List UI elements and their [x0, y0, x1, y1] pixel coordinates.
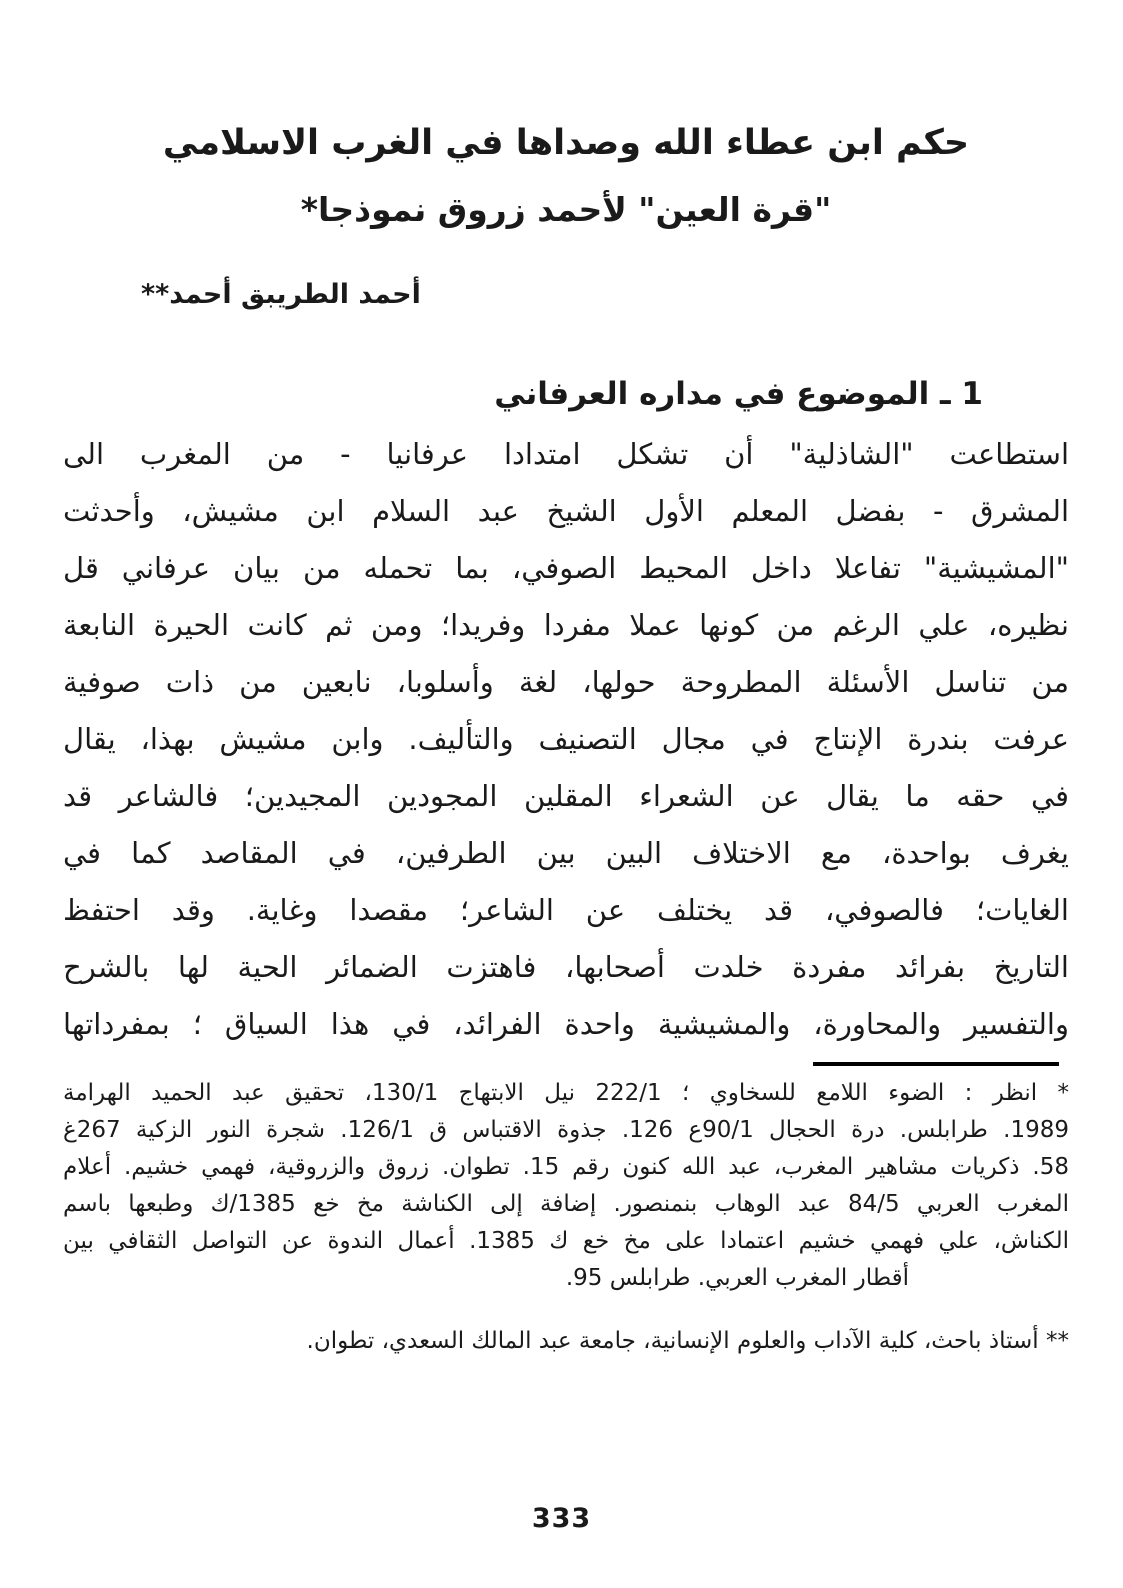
footnote-secondary: ** أستاذ باحث، كلية الآداب والعلوم الإنسانية، جامعة عبد المالك السعدي، تطوان. — [306, 1327, 1069, 1354]
text-line: المغرب العربي 84/5 عبد الوهاب بنمنصور. إضافة إلى الكناشة مخ خع 1385/ك وطبعها باسم — [63, 1190, 1070, 1217]
footnote-primary — [63, 1075, 1069, 1260]
author-name: أحمد الطريبق أحمد** — [141, 278, 421, 310]
text-line: يغرف بواحدة، مع الاختلاف البين بين الطرفين، في المقاصد كما في — [63, 835, 1069, 870]
body-paragraph — [63, 426, 1069, 1053]
footnote-primary-last-line: أقطار المغرب العربي. طرابلس 95. — [565, 1264, 909, 1291]
text-line: من تناسل الأسئلة المطروحة حولها، لغة وأسلوبا، نابعين من ذات صوفية — [63, 664, 1069, 699]
footnote-separator-rule — [813, 1062, 1059, 1066]
text-line: في حقه ما يقال عن الشعراء المقلين المجودين المجيدين؛ فالشاعر قد — [63, 778, 1069, 813]
text-line: "المشيشية" تفاعلا داخل المحيط الصوفي، بما تحمله من بيان عرفاني قل — [63, 550, 1069, 585]
text-line: استطاعت "الشاذلية" أن تشكل امتدادا عرفانيا - من المغرب الى — [63, 436, 1069, 471]
text-line: والتفسير والمحاورة، والمشيشية واحدة الفرائد، في هذا السياق ؛ بمفرداتها — [63, 1006, 1069, 1041]
article-title — [63, 118, 1069, 233]
text-line: نظيره، علي الرغم من كونها عملا مفردا وفريدا؛ ومن ثم كانت الحيرة النابعة — [63, 607, 1069, 642]
page-number: 333 — [531, 1503, 592, 1534]
text-line: 58. ذكريات مشاهير المغرب، عبد الله كنون رقم 15. تطوان. زروق والزروقية، فهمي خشيم. أعلام — [63, 1153, 1070, 1180]
article-title-line1: حكم ابن عطاء الله وصداها في الغرب الاسلامي — [162, 123, 970, 163]
text-line: عرفت بندرة الإنتاج في مجال التصنيف والتأليف. وابن مشيش بهذا، يقال — [63, 721, 1069, 756]
section-heading: 1 ـ الموضوع في مداره العرفاني — [494, 375, 983, 412]
text-line: 1989. طرابلس. درة الحجال 90/1ع 126. جذوة الاقتباس ق 126/1. شجرة النور الزكية 267غ — [63, 1116, 1069, 1143]
text-line: الغايات؛ فالصوفي، قد يختلف عن الشاعر؛ مقصدا وغاية. وقد احتفظ — [63, 892, 1069, 927]
text-line: الكناش، علي فهمي خشيم اعتمادا على مخ خع ك 1385. أعمال الندوة عن التواصل الثقافي بين — [63, 1227, 1069, 1254]
article-title-line2: "قرة العين" لأحمد زروق نموذجا* — [300, 189, 832, 229]
text-line: التاريخ بفرائد مفردة خلدت أصحابها، فاهتزت الضمائر الحية لها بالشرح — [63, 949, 1069, 984]
text-line: * انظر : الضوء اللامع للسخاوي ؛ 222/1 نيل الابتهاج 130/1، تحقيق عبد الحميد الهرامة — [63, 1079, 1069, 1106]
text-line: المشرق - بفضل المعلم الأول الشيخ عبد السلام ابن مشيش، وأحدثت — [63, 493, 1069, 528]
